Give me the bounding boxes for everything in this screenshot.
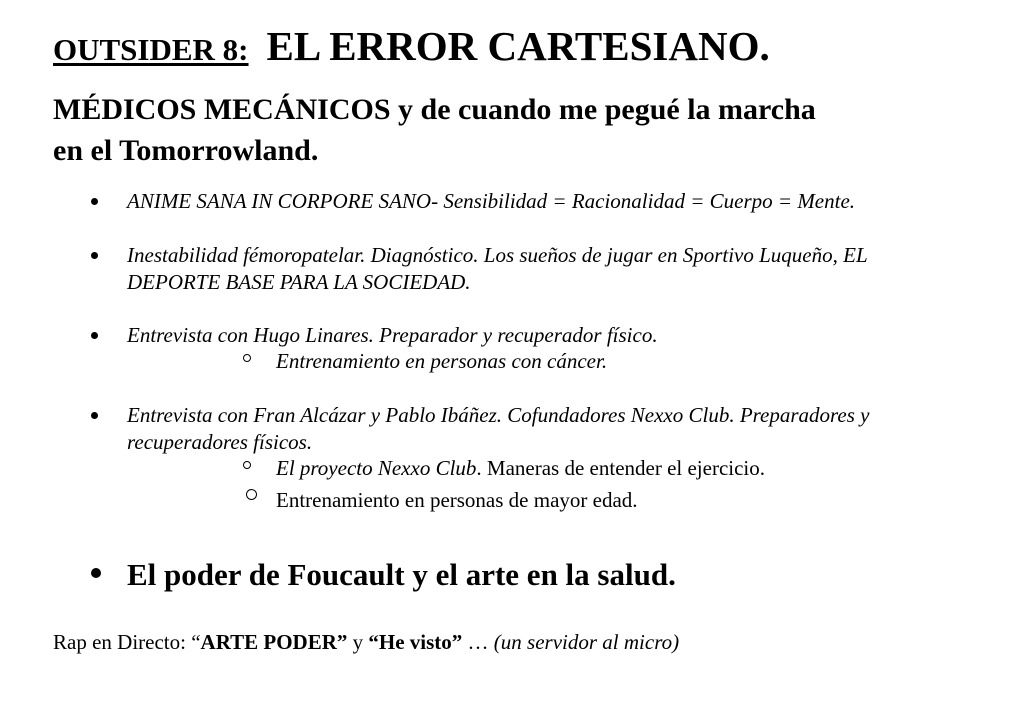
bullet-dot-icon: [89, 322, 101, 334]
title-prefix: OUTSIDER 8:: [53, 32, 249, 67]
rap-lead: Rap en Directo: “: [53, 630, 201, 654]
rap-middle: y: [347, 630, 369, 654]
bullet-item-4: [127, 402, 947, 456]
title-main: EL ERROR CARTESIANO.: [266, 23, 770, 69]
document-subtitle: [53, 89, 933, 171]
document-title: [53, 22, 770, 70]
sub-bullet-circle-icon: [246, 489, 256, 499]
subtitle-line-2: en el Tomorrowland.: [53, 134, 319, 167]
bullet-dot-icon: [90, 568, 102, 580]
bullet-item-2: [127, 242, 947, 296]
rap-ellipsis: …: [462, 630, 494, 654]
rap-song-2: “He visto”: [368, 630, 463, 654]
rap-song-1: ARTE PODER”: [200, 630, 348, 654]
sub-item-4-1: [276, 455, 976, 482]
bullet-item-4-line-1: Entrevista con Fran Alcázar y Pablo Ibáñez. Cofundadores Nexxo Club. Preparadores y: [127, 403, 870, 427]
rap-note: (un servidor al micro): [493, 630, 680, 654]
sub-item-4-1-normal: . Maneras de entender el ejercicio.: [476, 456, 766, 480]
rap-line: [53, 630, 679, 655]
sub-item-4-2: Entrenamiento en personas de mayor edad.: [276, 488, 638, 512]
sub-bullet-circle-icon: [243, 461, 253, 471]
bullet-item-2-line-2: DEPORTE BASE PARA LA SOCIEDAD.: [127, 270, 471, 294]
sub-item-3-1: Entrenamiento en personas con cáncer.: [276, 349, 608, 373]
bullet-item-1: ANIME SANA IN CORPORE SANO- Sensibilidad = Racionalidad = Cuerpo = Mente.: [127, 189, 856, 213]
bullet-dot-icon: [89, 402, 101, 414]
bullet-item-3: Entrevista con Hugo Linares. Preparador y recuperador físico.: [127, 323, 658, 347]
bullet-item-2-line-1: Inestabilidad fémoropatelar. Diagnóstico. Los sueños de jugar en Sportivo Luqueño, EL: [127, 243, 868, 267]
bullet-dot-icon: [89, 188, 101, 200]
bullet-item-4-line-2: recuperadores físicos.: [127, 430, 313, 454]
sub-bullet-circle-icon: [243, 354, 253, 364]
bullet-dot-icon: [89, 242, 101, 254]
sub-item-4-1-italic: El proyecto Nexxo Club: [276, 456, 477, 480]
section-bullet: El poder de Foucault y el arte en la salud.: [127, 557, 676, 592]
subtitle-line-1: MÉDICOS MECÁNICOS y de cuando me pegué la marcha: [53, 93, 816, 126]
